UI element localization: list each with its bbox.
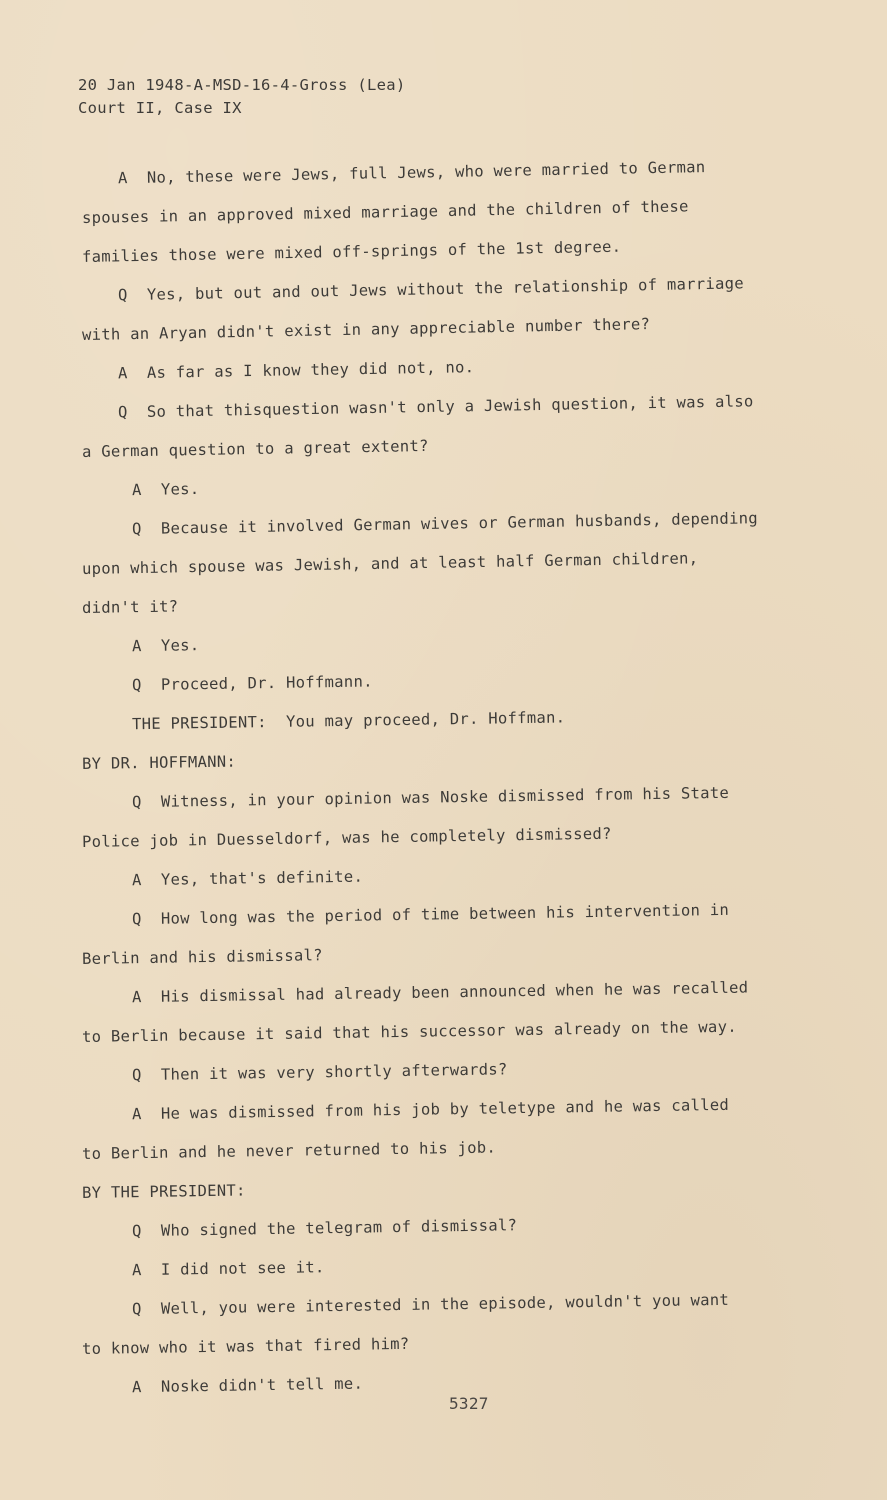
transcript-line: didn't it? [81,597,179,617]
transcript-line: Berlin and his dismissal? [81,946,323,968]
transcript-line: spouses in an approved mixed marriage and the children of these [81,197,689,227]
transcript-line: to Berlin and he never returned to his job. [81,1138,497,1163]
transcript-line: upon which spouse was Jewish, and at least half German children, [81,549,699,578]
transcript-line: a German question to a great extent? [81,436,429,461]
transcript-line: A He was dismissed from his job by teletype and he was called [131,1095,730,1124]
transcript-line: BY THE PRESIDENT: [81,1181,246,1202]
transcript-line: A Noske didn't tell me. [131,1374,364,1397]
transcript-line: BY DR. HOFFMANN: [81,752,237,773]
transcript-line: Q Because it involved German wives or German husbands, depending [131,509,759,539]
document-header [78,74,405,120]
transcript-line: A Yes. [131,479,200,500]
transcript-line: Q Who signed the telegram of dismissal? [131,1216,518,1241]
transcript-line: Police job in Duesseldorf, was he completely dismissed? [81,824,612,851]
transcript-line: A Yes. [131,636,200,656]
transcript-line: to Berlin because it said that his successor was already on the way. [81,1017,738,1046]
header-reference-line: 20 Jan 1948-A-MSD-16-4-Gross (Lea) [78,76,406,94]
transcript-body [82,160,782,1408]
transcript-line: A No, these were Jews, full Jews, who were married to German [117,158,706,188]
header-court-line: Court II, Case IX [78,99,242,117]
transcript-line: Q Yes, but out and out Jews without the relationship of marriage [117,274,745,305]
transcript-line: Q Proceed, Dr. Hoffmann. [131,672,373,695]
transcript-line: Q How long was the period of time between his intervention in [131,900,730,929]
transcript-line: Q Then it was very shortly afterwards? [131,1060,508,1085]
transcript-line: Q So that thisquestion wasn't only a Jewish question, it was also [117,392,754,422]
transcript-line: Q Witness, in your opinion was Noske dismissed from his State [131,783,730,812]
transcript-line: A As far as I know they did not, no. [117,358,475,383]
transcript-line: A His dismissal had already been announced when he was recalled [131,978,749,1007]
transcript-line: Q Well, you were interested in the episode, wouldn't you want [131,1290,730,1319]
page-number: 5327 [449,1394,489,1413]
transcript-line: THE PRESIDENT: You may proceed, Dr. Hoffman. [131,708,566,734]
transcript-line: with an Aryan didn't exist in any appreciable number there? [81,315,651,344]
transcript-line: families those were mixed off-springs of the 1st degree. [81,237,622,266]
transcript-line: A Yes, that's definite. [131,867,364,890]
transcript-line: A I did not see it. [131,1258,325,1280]
transcript-line: to know who it was that fired him? [81,1334,410,1358]
